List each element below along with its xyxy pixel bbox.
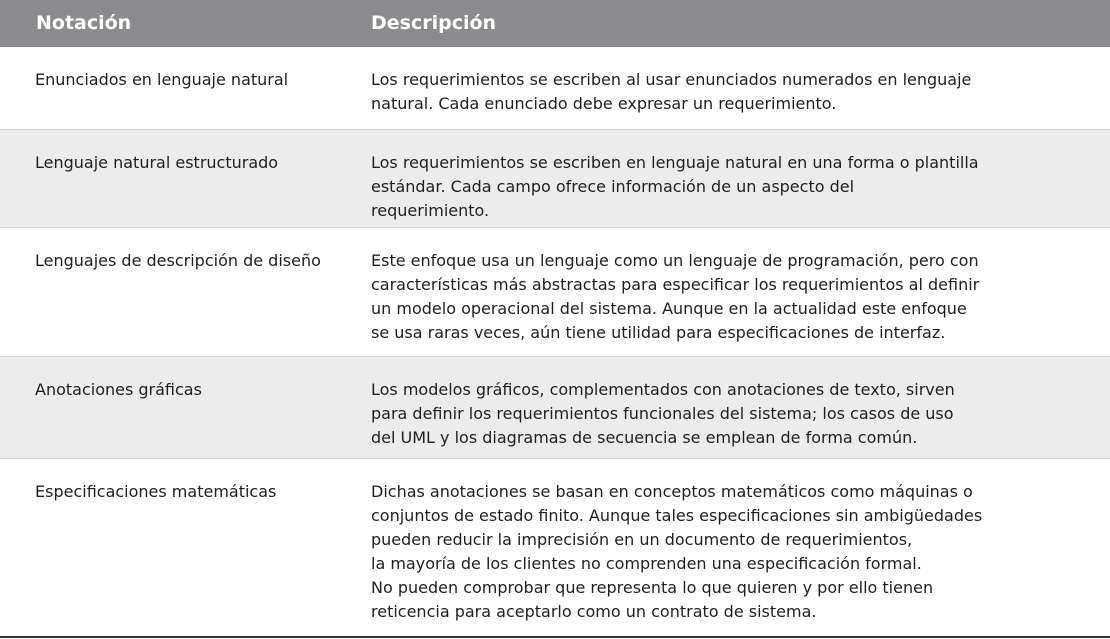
row-notation: Lenguaje natural estructurado: [35, 153, 279, 172]
row-description: Los requerimientos se escriben al usar enunciados numerados en lenguaje natural. Cada enunciado debe expresar un requerimiento.: [371, 70, 972, 113]
row-notation: Lenguajes de descripción de diseño: [35, 251, 321, 270]
row-notation: Anotaciones gráficas: [35, 380, 202, 399]
table-row: [0, 228, 1110, 356]
table-row: [0, 357, 1110, 458]
header-description: Descripción: [371, 12, 497, 34]
row-notation: Enunciados en lenguaje natural: [35, 70, 289, 89]
row-description: Los requerimientos se escriben en lenguaje natural en una forma o plantilla estándar. Cada campo ofrece información de un aspecto del requerimiento.: [371, 153, 979, 220]
row-notation: Especificaciones matemáticas: [35, 482, 277, 501]
table-bottom-rule: [0, 636, 1110, 638]
table-row: [0, 459, 1110, 635]
row-description: Dichas anotaciones se basan en conceptos matemáticos como máquinas o conjuntos de estado finito. Aunque tales especificaciones sin ambigüedades pueden reducir la imprecisión en un documento de requerimientos, la mayoría de los clientes no comprenden una especificación formal. No pueden comprobar que representa lo que quieren y por ello tienen reticencia para aceptarlo como un contrato de sistema.: [371, 482, 983, 621]
table-row: [0, 130, 1110, 227]
table-row: [0, 47, 1110, 129]
row-description: Este enfoque usa un lenguaje como un lenguaje de programación, pero con características más abstractas para especificar los requerimientos al definir un modelo operacional del sistema. Aunque en la actualidad este enfoque se usa raras veces, aún tiene utilidad para especificaciones de interfaz.: [371, 251, 980, 342]
row-description: Los modelos gráficos, complementados con anotaciones de texto, sirven para definir los requerimientos funcionales del sistema; los casos de uso del UML y los diagramas de secuencia se emplean de forma común.: [371, 380, 955, 447]
table-header: [0, 0, 1110, 47]
header-notation: Notación: [36, 12, 132, 34]
